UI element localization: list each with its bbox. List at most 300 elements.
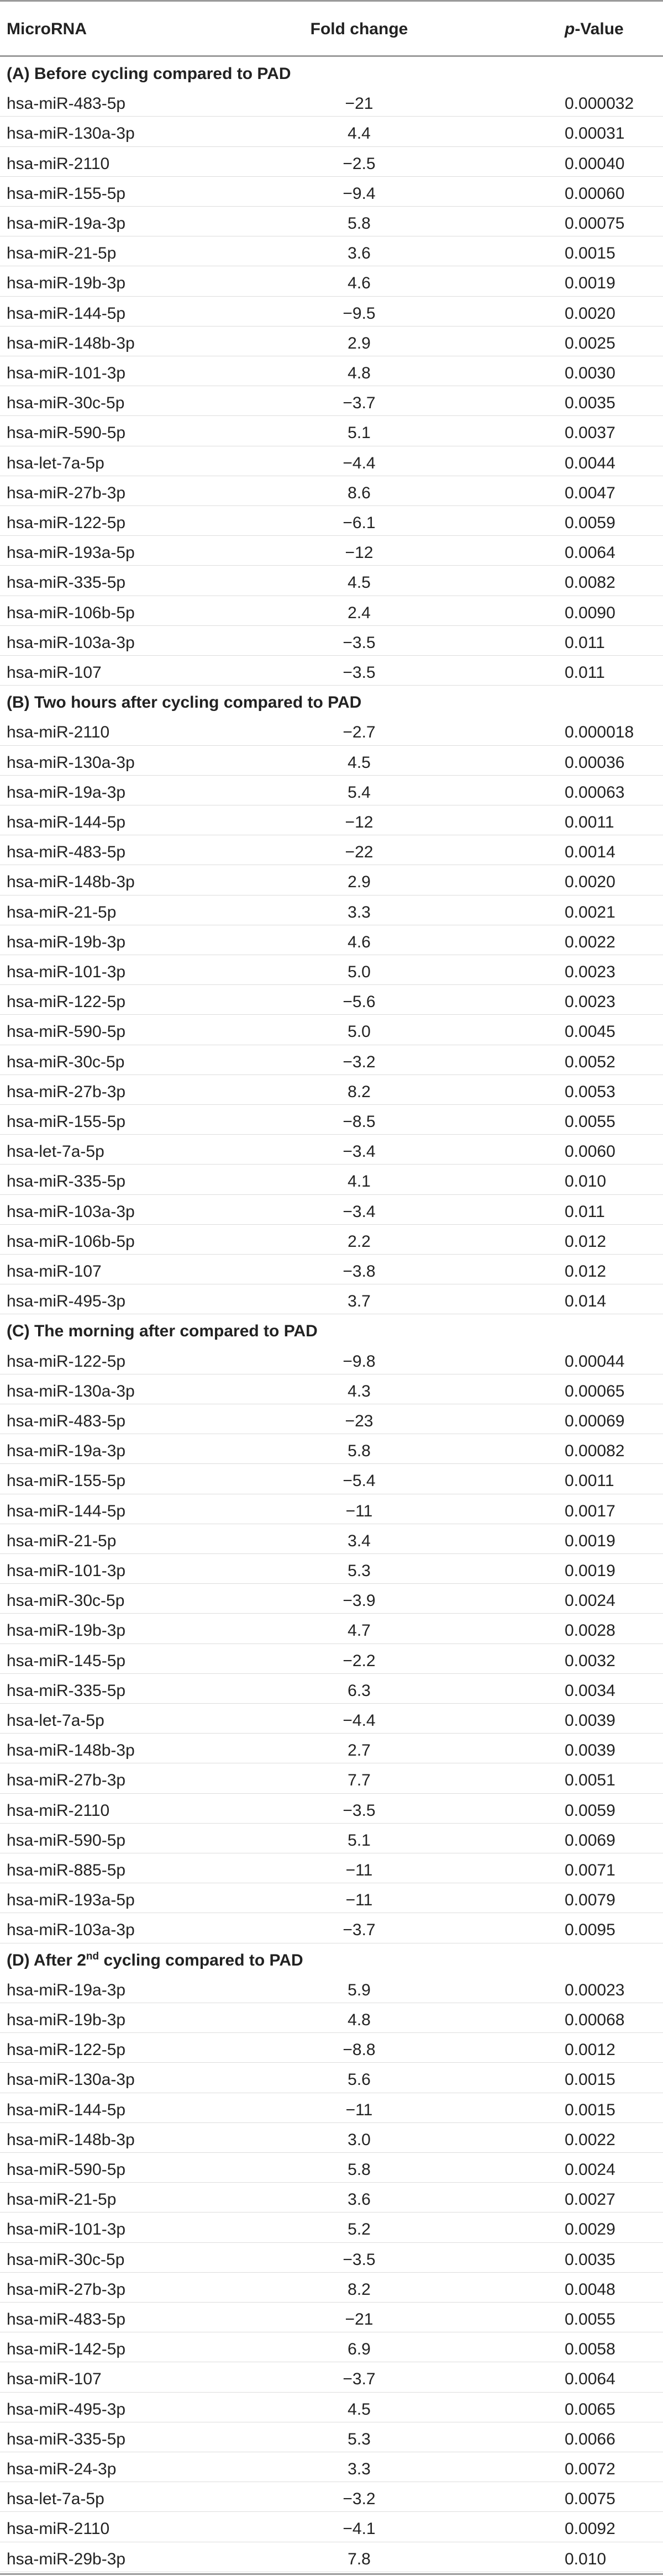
- section-title: [7, 65, 291, 83]
- p-value-cell: 0.0079: [565, 1891, 615, 1910]
- p-value-cell: 0.0020: [565, 304, 615, 323]
- header-fold-change: Fold change: [310, 20, 408, 38]
- p-value-cell: 0.0053: [565, 1082, 615, 1101]
- fold-change-cell: −3.7: [343, 394, 376, 413]
- fold-change-cell: 4.5: [348, 573, 371, 592]
- p-value-cell: 0.0035: [565, 2250, 615, 2269]
- table-row: [0, 1284, 663, 1314]
- table-row: [0, 2542, 663, 2572]
- table-row: [0, 1345, 663, 1374]
- microrna-cell: hsa-miR-130a-3p: [7, 753, 135, 772]
- p-value-cell: 0.0082: [565, 573, 615, 592]
- p-value-cell: 0.0047: [565, 483, 615, 502]
- microrna-cell: hsa-miR-27b-3p: [7, 1771, 126, 1790]
- fold-change-cell: 4.8: [348, 2011, 371, 2029]
- microrna-cell: hsa-miR-148b-3p: [7, 1741, 135, 1760]
- microrna-cell: hsa-miR-144-5p: [7, 304, 126, 323]
- p-value-cell: 0.0024: [565, 2161, 615, 2179]
- microrna-cell: hsa-miR-101-3p: [7, 364, 126, 382]
- microrna-cell: hsa-miR-19b-3p: [7, 1621, 126, 1640]
- fold-change-cell: −3.2: [343, 1052, 376, 1071]
- section-title-text: (D) After 2: [7, 1951, 86, 1969]
- table-row: [0, 416, 663, 446]
- p-value-cell: 0.010: [565, 2549, 607, 2568]
- table-row: [0, 476, 663, 506]
- microrna-cell: hsa-let-7a-5p: [7, 1142, 104, 1161]
- microrna-cell: hsa-miR-155-5p: [7, 1113, 126, 1131]
- table-row: [0, 1075, 663, 1105]
- microrna-cell: hsa-miR-103a-3p: [7, 1921, 135, 1940]
- table-row: [0, 2183, 663, 2212]
- microrna-cell: hsa-miR-30c-5p: [7, 394, 125, 413]
- microrna-cell: hsa-miR-24-3p: [7, 2460, 117, 2478]
- microrna-cell: hsa-miR-103a-3p: [7, 633, 135, 652]
- microrna-cell: hsa-miR-483-5p: [7, 843, 126, 862]
- table-row: [0, 87, 663, 117]
- table-row: [0, 1255, 663, 1284]
- fold-change-cell: 3.4: [348, 1531, 371, 1550]
- microrna-cell: hsa-miR-21-5p: [7, 244, 117, 263]
- table-row: [0, 2452, 663, 2482]
- microrna-cell: hsa-miR-335-5p: [7, 573, 126, 592]
- p-value-cell: 0.0014: [565, 843, 615, 862]
- microrna-cell: hsa-let-7a-5p: [7, 454, 104, 472]
- table-row: [0, 2003, 663, 2033]
- table-row: [0, 715, 663, 745]
- table-row: [0, 2512, 663, 2542]
- p-value-cell: 0.00082: [565, 1442, 625, 1461]
- table-row: [0, 506, 663, 536]
- fold-change-cell: 4.5: [348, 753, 371, 772]
- microrna-cell: hsa-miR-122-5p: [7, 2041, 126, 2059]
- fold-change-cell: 5.8: [348, 2161, 371, 2179]
- fold-change-cell: −3.5: [343, 1801, 376, 1820]
- p-value-cell: 0.0064: [565, 2370, 615, 2389]
- p-value-cell: 0.0022: [565, 933, 615, 951]
- fold-change-cell: −3.5: [343, 663, 376, 682]
- p-value-cell: 0.00023: [565, 1980, 625, 1999]
- microrna-cell: hsa-miR-885-5p: [7, 1861, 126, 1879]
- fold-change-cell: 5.4: [348, 783, 371, 802]
- microrna-cell: hsa-miR-495-3p: [7, 2400, 126, 2419]
- table-row: [0, 626, 663, 656]
- microrna-cell: hsa-miR-122-5p: [7, 514, 126, 532]
- microrna-cell: hsa-miR-2110: [7, 1801, 110, 1820]
- p-value-cell: 0.0028: [565, 1621, 615, 1640]
- p-value-cell: 0.0015: [565, 2100, 615, 2119]
- p-value-cell: 0.0045: [565, 1023, 615, 1041]
- microrna-cell: hsa-miR-106b-5p: [7, 1232, 135, 1251]
- microrna-cell: hsa-miR-193a-5p: [7, 1891, 135, 1910]
- fold-change-cell: −8.5: [343, 1113, 376, 1131]
- microrna-cell: hsa-miR-19a-3p: [7, 1442, 126, 1461]
- table-row: [0, 1015, 663, 1045]
- table-row: [0, 207, 663, 236]
- fold-change-cell: −5.4: [343, 1472, 376, 1490]
- fold-change-cell: −3.2: [343, 2490, 376, 2509]
- p-value-cell: 0.0030: [565, 364, 615, 382]
- table-row: [0, 895, 663, 925]
- p-value-cell: 0.0075: [565, 2490, 615, 2509]
- table-row: [0, 1734, 663, 1763]
- p-value-cell: 0.0059: [565, 514, 615, 532]
- section-title-rest: cycling compared to PAD: [99, 1951, 303, 1969]
- microrna-cell: hsa-miR-590-5p: [7, 1831, 126, 1850]
- p-value-cell: 0.0012: [565, 2041, 615, 2059]
- table-row: [0, 2303, 663, 2332]
- fold-change-cell: 5.0: [348, 1023, 371, 1041]
- table-row: [0, 297, 663, 326]
- table-row: [0, 2243, 663, 2273]
- p-value-cell: 0.0055: [565, 1113, 615, 1131]
- microrna-cell: hsa-miR-106b-5p: [7, 603, 135, 622]
- p-value-cell: 0.0090: [565, 603, 615, 622]
- microrna-cell: hsa-miR-335-5p: [7, 2430, 126, 2448]
- fold-change-cell: −9.5: [343, 304, 376, 323]
- header-p-value: [565, 3, 624, 55]
- table-row: [0, 2093, 663, 2123]
- fold-change-cell: 2.4: [348, 603, 371, 622]
- section-title-superscript: nd: [86, 1950, 99, 1962]
- p-value-cell: 0.00068: [565, 2011, 625, 2029]
- fold-change-cell: −4.4: [343, 1711, 376, 1730]
- section-title-text: (A) Before cycling compared to PAD: [7, 65, 291, 83]
- p-value-cell: 0.00031: [565, 124, 625, 143]
- microrna-cell: hsa-miR-107: [7, 1262, 102, 1281]
- table-row: [0, 1045, 663, 1075]
- microrna-cell: hsa-miR-2110: [7, 2520, 110, 2538]
- table-row: [0, 147, 663, 177]
- microrna-cell: hsa-miR-144-5p: [7, 2100, 126, 2119]
- table-row: [0, 1584, 663, 1614]
- microrna-cell: hsa-miR-155-5p: [7, 184, 126, 203]
- table-row: [0, 1883, 663, 1913]
- p-value-cell: 0.0011: [565, 813, 614, 831]
- fold-change-cell: 7.8: [348, 2549, 371, 2568]
- table-row: [0, 236, 663, 266]
- fold-change-cell: −8.8: [343, 2041, 376, 2059]
- microrna-cell: hsa-miR-130a-3p: [7, 2071, 135, 2089]
- microrna-cell: hsa-miR-19a-3p: [7, 783, 126, 802]
- p-value-cell: 0.012: [565, 1262, 607, 1281]
- microrna-cell: hsa-miR-193a-5p: [7, 544, 135, 562]
- table-row: [0, 177, 663, 207]
- table-row: [0, 386, 663, 416]
- microrna-cell: hsa-miR-483-5p: [7, 1412, 126, 1430]
- p-value-cell: 0.011: [565, 1202, 605, 1221]
- table-row: [0, 2063, 663, 2093]
- microrna-cell: hsa-miR-103a-3p: [7, 1202, 135, 1221]
- p-value-cell: 0.0092: [565, 2520, 615, 2538]
- table-row: [0, 1374, 663, 1404]
- section-title: [7, 693, 361, 712]
- p-value-cell: 0.0059: [565, 1801, 615, 1820]
- fold-change-cell: 5.1: [348, 1831, 371, 1850]
- fold-change-cell: 8.2: [348, 2280, 371, 2299]
- fold-change-cell: −23: [345, 1412, 373, 1430]
- p-value-cell: 0.011: [565, 663, 605, 682]
- p-value-cell: 0.0032: [565, 1651, 615, 1670]
- p-value-cell: 0.0048: [565, 2280, 615, 2299]
- microrna-cell: hsa-let-7a-5p: [7, 2490, 104, 2509]
- p-value-cell: 0.00069: [565, 1412, 625, 1430]
- table-row: [0, 805, 663, 835]
- fold-change-cell: −3.7: [343, 2370, 376, 2389]
- fold-change-cell: −2.5: [343, 154, 376, 173]
- fold-change-cell: −3.5: [343, 2250, 376, 2269]
- fold-change-cell: 8.6: [348, 483, 371, 502]
- table-row: [0, 835, 663, 865]
- fold-change-cell: −11: [345, 2100, 373, 2119]
- fold-change-cell: 2.9: [348, 873, 371, 892]
- table-row: [0, 955, 663, 985]
- table-row: [0, 746, 663, 776]
- fold-change-cell: −6.1: [343, 514, 376, 532]
- microrna-cell: hsa-miR-590-5p: [7, 424, 126, 442]
- p-value-cell: 0.00040: [565, 154, 625, 173]
- fold-change-cell: −4.1: [343, 2520, 376, 2538]
- section-title: [7, 1322, 318, 1341]
- p-value-cell: 0.0021: [565, 903, 615, 921]
- fold-change-cell: 6.3: [348, 1681, 371, 1700]
- table-row: [0, 326, 663, 356]
- microrna-cell: hsa-miR-2110: [7, 154, 110, 173]
- p-value-cell: 0.0039: [565, 1711, 615, 1730]
- microrna-cell: hsa-miR-27b-3p: [7, 483, 126, 502]
- fold-change-cell: −11: [345, 1861, 373, 1879]
- fold-change-cell: 3.7: [348, 1292, 371, 1311]
- fold-change-cell: −2.2: [343, 1651, 376, 1670]
- p-value-cell: 0.0023: [565, 993, 615, 1012]
- header-p-italic: p: [565, 20, 575, 38]
- header-rule: [0, 55, 663, 57]
- fold-change-cell: 4.6: [348, 933, 371, 951]
- microrna-cell: hsa-miR-122-5p: [7, 993, 126, 1012]
- microrna-cell: hsa-miR-144-5p: [7, 1502, 126, 1520]
- p-value-cell: 0.0044: [565, 454, 615, 472]
- table-row: [0, 1494, 663, 1524]
- fold-change-cell: 5.1: [348, 424, 371, 442]
- fold-change-cell: −11: [345, 1502, 373, 1520]
- fold-change-cell: −2.7: [343, 723, 376, 742]
- table-row: [0, 985, 663, 1015]
- table-row: [0, 1614, 663, 1643]
- fold-change-cell: −3.8: [343, 1262, 376, 1281]
- table-row: [0, 1404, 663, 1434]
- table-row: [0, 1195, 663, 1225]
- fold-change-cell: −4.4: [343, 454, 376, 472]
- p-value-cell: 0.0060: [565, 1142, 615, 1161]
- table-row: [0, 776, 663, 805]
- microrna-cell: hsa-miR-30c-5p: [7, 1592, 125, 1610]
- table-row: [0, 1674, 663, 1704]
- microrna-cell: hsa-miR-101-3p: [7, 1562, 126, 1580]
- microrna-cell: hsa-miR-590-5p: [7, 2161, 126, 2179]
- p-value-cell: 0.00065: [565, 1382, 625, 1400]
- microrna-cell: hsa-miR-122-5p: [7, 1352, 126, 1371]
- fold-change-cell: 5.8: [348, 1442, 371, 1461]
- p-value-cell: 0.0058: [565, 2340, 615, 2359]
- p-value-cell: 0.0025: [565, 334, 615, 352]
- table-row: [0, 1524, 663, 1554]
- p-value-cell: 0.000032: [565, 94, 634, 113]
- p-value-cell: 0.0019: [565, 1531, 615, 1550]
- fold-change-cell: 2.7: [348, 1741, 371, 1760]
- p-value-cell: 0.0055: [565, 2310, 615, 2329]
- p-value-cell: 0.0069: [565, 1831, 615, 1850]
- microrna-cell: hsa-miR-19a-3p: [7, 214, 126, 233]
- microrna-cell: hsa-miR-101-3p: [7, 963, 126, 981]
- p-value-cell: 0.0066: [565, 2430, 615, 2448]
- fold-change-cell: 3.6: [348, 2190, 371, 2209]
- fold-change-cell: −5.6: [343, 993, 376, 1012]
- table-row: [0, 2153, 663, 2183]
- p-value-cell: 0.0024: [565, 1592, 615, 1610]
- table-row: [0, 1135, 663, 1165]
- p-value-cell: 0.0019: [565, 274, 615, 293]
- fold-change-cell: −3.9: [343, 1592, 376, 1610]
- microrna-cell: hsa-miR-21-5p: [7, 903, 117, 921]
- fold-change-cell: 5.3: [348, 2430, 371, 2448]
- microrna-cell: hsa-miR-30c-5p: [7, 2250, 125, 2269]
- fold-change-cell: 5.2: [348, 2220, 371, 2239]
- p-value-cell: 0.0017: [565, 1502, 615, 1520]
- microrna-cell: hsa-miR-21-5p: [7, 1531, 117, 1550]
- p-value-cell: 0.00036: [565, 753, 625, 772]
- fold-change-cell: −12: [345, 544, 373, 562]
- microrna-cell: hsa-miR-145-5p: [7, 1651, 126, 1670]
- table-row: [0, 2393, 663, 2422]
- table-row: [0, 356, 663, 386]
- fold-change-cell: −3.5: [343, 633, 376, 652]
- microrna-cell: hsa-miR-148b-3p: [7, 334, 135, 352]
- microrna-cell: hsa-let-7a-5p: [7, 1711, 104, 1730]
- p-value-cell: 0.00075: [565, 214, 625, 233]
- table-row: [0, 117, 663, 146]
- table-row: [0, 1763, 663, 1793]
- fold-change-cell: −12: [345, 813, 373, 831]
- fold-change-cell: 5.9: [348, 1980, 371, 1999]
- microrna-cell: hsa-miR-30c-5p: [7, 1052, 125, 1071]
- section-title: [7, 1951, 303, 1970]
- p-value-cell: 0.000018: [565, 723, 634, 742]
- p-value-cell: 0.0052: [565, 1052, 615, 1071]
- fold-change-cell: 7.7: [348, 1771, 371, 1790]
- microrna-cell: hsa-miR-483-5p: [7, 94, 126, 113]
- table-row: [0, 1973, 663, 2003]
- table-row: [0, 2362, 663, 2392]
- fold-change-cell: −21: [345, 2310, 373, 2329]
- p-value-cell: 0.0022: [565, 2130, 615, 2149]
- fold-change-cell: 5.8: [348, 214, 371, 233]
- fold-change-cell: 4.5: [348, 2400, 371, 2419]
- table-row: [0, 2482, 663, 2512]
- fold-change-cell: −22: [345, 843, 373, 862]
- fold-change-cell: 3.0: [348, 2130, 371, 2149]
- fold-change-cell: −3.4: [343, 1142, 376, 1161]
- p-value-cell: 0.0027: [565, 2190, 615, 2209]
- table-row: [0, 2033, 663, 2063]
- microrna-cell: hsa-miR-335-5p: [7, 1172, 126, 1191]
- fold-change-cell: 3.6: [348, 244, 371, 263]
- p-value-cell: 0.0037: [565, 424, 615, 442]
- microrna-cell: hsa-miR-148b-3p: [7, 873, 135, 892]
- section-title-text: (C) The morning after compared to PAD: [7, 1322, 318, 1341]
- microrna-cell: hsa-miR-155-5p: [7, 1472, 126, 1490]
- fold-change-cell: −3.7: [343, 1921, 376, 1940]
- fold-change-cell: 2.9: [348, 334, 371, 352]
- fold-change-cell: 8.2: [348, 1082, 371, 1101]
- fold-change-cell: 4.8: [348, 364, 371, 382]
- table-header-row: [0, 3, 663, 55]
- p-value-cell: 0.0071: [565, 1861, 615, 1879]
- p-value-cell: 0.012: [565, 1232, 607, 1251]
- p-value-cell: 0.014: [565, 1292, 607, 1311]
- microrna-cell: hsa-miR-144-5p: [7, 813, 126, 831]
- p-value-cell: 0.0023: [565, 963, 615, 981]
- fold-change-cell: 5.6: [348, 2071, 371, 2089]
- fold-change-cell: 5.0: [348, 963, 371, 981]
- p-value-cell: 0.0020: [565, 873, 615, 892]
- p-value-cell: 0.0064: [565, 544, 615, 562]
- fold-change-cell: −3.4: [343, 1202, 376, 1221]
- microrna-cell: hsa-miR-27b-3p: [7, 2280, 126, 2299]
- fold-change-cell: 4.7: [348, 1621, 371, 1640]
- fold-change-cell: 3.3: [348, 903, 371, 921]
- table-row: [0, 446, 663, 476]
- table-row: [0, 596, 663, 626]
- microrna-cell: hsa-miR-335-5p: [7, 1681, 126, 1700]
- table-row: [0, 1434, 663, 1464]
- p-value-cell: 0.00044: [565, 1352, 625, 1371]
- table-row: [0, 1824, 663, 1853]
- p-value-cell: 0.0039: [565, 1741, 615, 1760]
- microrna-cell: hsa-miR-107: [7, 663, 102, 682]
- table-row: [0, 1165, 663, 1194]
- microrna-cell: hsa-miR-130a-3p: [7, 124, 135, 143]
- microrna-cell: hsa-miR-142-5p: [7, 2340, 126, 2359]
- table-row: [0, 2273, 663, 2303]
- microrna-cell: hsa-miR-19b-3p: [7, 933, 126, 951]
- p-value-cell: 0.0011: [565, 1472, 614, 1490]
- fold-change-cell: 4.6: [348, 274, 371, 293]
- table-row: [0, 865, 663, 895]
- microrna-cell: hsa-miR-590-5p: [7, 1023, 126, 1041]
- fold-change-cell: −9.4: [343, 184, 376, 203]
- microrna-cell: hsa-miR-29b-3p: [7, 2549, 126, 2568]
- table-bottom-rule: [0, 2573, 663, 2575]
- table-row: [0, 1704, 663, 1734]
- p-value-cell: 0.0034: [565, 1681, 615, 1700]
- fold-change-cell: 2.2: [348, 1232, 371, 1251]
- fold-change-cell: −9.8: [343, 1352, 376, 1371]
- fold-change-cell: −11: [345, 1891, 373, 1910]
- microrna-cell: hsa-miR-495-3p: [7, 1292, 126, 1311]
- p-value-cell: 0.0015: [565, 2071, 615, 2089]
- table-row: [0, 266, 663, 296]
- table-row: [0, 1644, 663, 1674]
- p-value-cell: 0.0015: [565, 244, 615, 263]
- table-row: [0, 2332, 663, 2362]
- table-row: [0, 1105, 663, 1135]
- table-row: [0, 1554, 663, 1584]
- fold-change-cell: 5.3: [348, 1562, 371, 1580]
- fold-change-cell: 4.1: [348, 1172, 371, 1191]
- microrna-cell: hsa-miR-130a-3p: [7, 1382, 135, 1400]
- p-value-cell: 0.00060: [565, 184, 625, 203]
- table-row: [0, 566, 663, 596]
- fold-change-cell: 4.4: [348, 124, 371, 143]
